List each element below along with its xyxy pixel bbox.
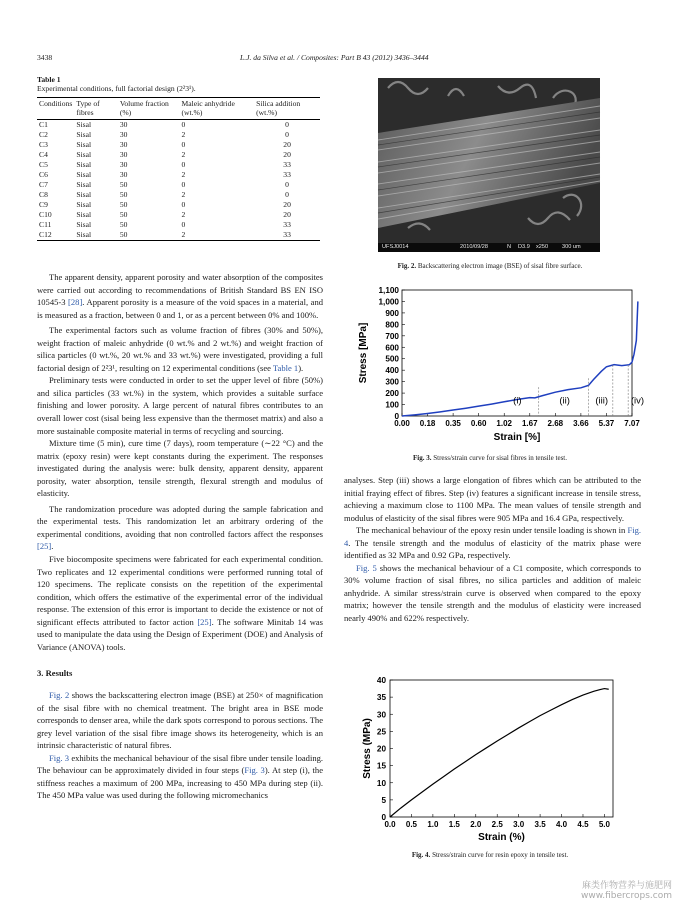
- figure-link[interactable]: Fig. 2: [49, 689, 70, 700]
- y-tick-label: 500: [385, 354, 399, 364]
- table-row: [37, 140, 320, 150]
- paragraph: The randomization procedure was adopted during the sample fabrication and the experimental tests. This randomization let an arbitrary ordering of the experimental conditions, avoiding that non controlled factors affect the responses [25].: [37, 503, 323, 552]
- y-tick-label: 5: [381, 795, 386, 805]
- table-cell: 0: [181, 200, 186, 210]
- table-cell: Sisal: [76, 230, 92, 240]
- table-cell: C12: [39, 230, 52, 240]
- paragraph: The apparent density, apparent porosity and water absorption of the composites were carried out according to recommendations of British Standard BS EN ISO 10545-3 [28]. Apparent porosity is a measure of the void spaces in a material, and is measured as a fraction, between 0 and 1, or as a percent between 0% and 100%.: [37, 272, 323, 320]
- table-cell: C2: [39, 130, 48, 140]
- x-tick-label: 7.07: [624, 419, 640, 428]
- x-tick-label: 1.67: [521, 419, 538, 428]
- y-tick-label: 300: [385, 377, 399, 387]
- sem-scale: 300 um: [562, 244, 581, 250]
- table-cell: 2: [181, 230, 186, 240]
- x-tick-label: 0.18: [419, 419, 436, 428]
- table-label: Table 1: [37, 75, 61, 84]
- sem-mag: x250: [536, 244, 549, 250]
- y-tick-label: 0: [381, 813, 386, 822]
- x-tick-label: 1.5: [448, 820, 460, 829]
- figure-link[interactable]: Fig. 3: [49, 752, 70, 763]
- right-column: [344, 474, 641, 625]
- sem-image-texture: [378, 78, 600, 243]
- step-label: (ii): [559, 395, 570, 407]
- y-tick-label: 25: [376, 727, 386, 737]
- y-tick-label: 40: [376, 676, 386, 685]
- table-cell: C3: [39, 140, 48, 150]
- table-cell: 2: [181, 170, 186, 180]
- section-heading: 3. Results: [37, 668, 73, 679]
- column-header: Maleic anhydride (wt.%): [181, 99, 235, 117]
- y-tick-label: 900: [385, 308, 399, 318]
- table-row: [37, 200, 320, 210]
- table-cell: 2: [181, 190, 186, 200]
- x-tick-label: 0.60: [470, 419, 487, 428]
- table-cell: 33: [283, 230, 291, 240]
- fig4-chart: [358, 672, 628, 842]
- table-cell: C5: [39, 160, 48, 170]
- x-tick-label: 4.0: [555, 820, 568, 829]
- paragraph: Fig. 3 exhibits the mechanical behaviour of the sisal fibre under tensile loading. The behaviour can be approximately divided in four steps (Fig. 3). At step (i), the stiffness reaches a maximum of 200 MPa, increasing to 450 MPa during step (ii). The 450 MPa value was used during the following micromechanics: [37, 752, 323, 801]
- table-link[interactable]: Table 1: [272, 362, 299, 373]
- fig2-caption: Fig. 2. Backscattering electron image (BSE) of sisal fibre surface.: [397, 262, 583, 270]
- table-cell: 0: [181, 160, 186, 170]
- running-header: L.J. da Silva et al. / Composites: Part B 43 (2012) 3436–3444: [240, 53, 429, 62]
- table-cell: 33: [283, 220, 291, 230]
- table-cell: Sisal: [76, 130, 92, 140]
- x-tick-label: 1.02: [496, 419, 513, 428]
- table-cell: C9: [39, 200, 48, 210]
- table-cell: 50: [119, 180, 128, 190]
- table-cell: 30: [119, 140, 128, 150]
- x-tick-label: 3.66: [573, 419, 589, 428]
- x-tick-label: 3.0: [513, 820, 525, 829]
- paragraph: The mechanical behaviour of the epoxy resin under tensile loading is shown in Fig. 4. The tensile strength and the modulus of elasticity of the matrix phase were identified as 32 MPa and 0.92 GPa, respectively.: [344, 525, 641, 561]
- step-label: (i): [513, 395, 522, 407]
- paragraph: analyses. Step (iii) shows a large elongation of fibres which can be attributed to the initial fraying effect of fibres. Step (iv) features a significant increase in tensile stress, achieving a maximum close to 1100 MPa. The mean values of tensile strength and modulus of elasticity of the sisal fibres were 905 MPa and 16.4 GPa, respectively.: [344, 475, 641, 523]
- table-cell: C11: [39, 220, 52, 230]
- citation-link[interactable]: [28]: [68, 297, 83, 308]
- table-cell: Sisal: [76, 120, 92, 130]
- y-tick-label: 35: [376, 693, 386, 703]
- fig4-caption: Fig. 4. Stress/strain curve for resin epoxy in tensile test.: [411, 851, 569, 859]
- plot-frame: [390, 680, 613, 817]
- table-cell: 0: [285, 130, 289, 140]
- figure-link[interactable]: Fig. 5: [356, 562, 377, 573]
- table-cell: 20: [283, 210, 291, 220]
- x-axis-label: Strain [%]: [493, 432, 541, 443]
- x-tick-label: 2.5: [491, 820, 503, 829]
- table-cell: Sisal: [76, 140, 92, 150]
- figure-link[interactable]: Fig. 4: [344, 525, 641, 548]
- citation-link[interactable]: [25]: [37, 541, 52, 552]
- table-cell: 50: [119, 230, 128, 240]
- x-tick-label: 1.0: [427, 820, 439, 829]
- page-number: 3438: [37, 53, 53, 62]
- table-cell: 0: [285, 180, 289, 190]
- table-row: [37, 150, 320, 160]
- left-column: [37, 271, 323, 802]
- paragraph: Fig. 2 shows the backscattering electron image (BSE) at 250× of magnification of the sisal fibre with no chemical treatment. The bright area in BSE mode corresponds to denser area, while the dark spots correspond to porous sections. The grey level variation of the sisal fibre image shows its heterogeneity, which is an intrinsic characteristic of natural fibres.: [37, 689, 323, 751]
- table-row: [37, 170, 320, 180]
- x-tick-label: 0.00: [394, 419, 410, 428]
- table-cell: Sisal: [76, 150, 92, 160]
- x-tick-label: 3.5: [534, 820, 546, 829]
- table-cell: Sisal: [76, 160, 92, 170]
- table-cell: 2: [181, 150, 186, 160]
- table-cell: Sisal: [76, 180, 92, 190]
- table-cell: C10: [39, 210, 52, 220]
- y-axis-label: Stress [MPa]: [358, 322, 369, 384]
- table-cell: 50: [119, 200, 128, 210]
- table-row: [37, 190, 320, 200]
- sem-databar: [378, 243, 600, 252]
- table-cell: Sisal: [76, 210, 92, 220]
- table-cell: 0: [285, 190, 289, 200]
- fig3-caption: Fig. 3. Stress/strain curve for sisal fibres in tensile test.: [413, 454, 567, 462]
- x-axis-label: Strain (%): [478, 832, 525, 843]
- y-tick-label: 15: [376, 761, 386, 771]
- column-header: Volume fraction (%): [119, 99, 169, 117]
- step-label: (iv): [630, 395, 645, 407]
- watermark: 麻类作物营养与施肥网 www.fibercrops.com: [581, 881, 672, 901]
- table-cell: 0: [181, 140, 186, 150]
- x-tick-label: 5.37: [598, 419, 615, 428]
- table-row: [37, 220, 320, 230]
- y-tick-label: 20: [376, 744, 386, 754]
- table-cell: Sisal: [76, 200, 92, 210]
- y-tick-label: 100: [385, 400, 399, 410]
- step-label: (iii): [595, 395, 609, 407]
- sem-mode: N: [507, 244, 512, 250]
- column-header: Silica addition (wt.%): [256, 99, 301, 117]
- y-tick-label: 1,100: [378, 286, 399, 295]
- table-row: [37, 160, 320, 170]
- x-tick-label: 0.35: [445, 419, 461, 428]
- y-tick-label: 400: [385, 366, 399, 376]
- x-tick-label: 0.0: [384, 820, 396, 829]
- table-cell: C7: [39, 180, 48, 190]
- table-cell: Sisal: [76, 220, 92, 230]
- fig3-chart: [350, 282, 645, 452]
- y-tick-label: 200: [385, 389, 399, 399]
- table-cell: C4: [39, 150, 48, 160]
- x-tick-label: 2.68: [547, 419, 564, 428]
- table-cell: 2: [181, 130, 186, 140]
- stress-strain-line: [390, 689, 609, 817]
- table-cell: 0: [181, 180, 186, 190]
- table-cell: 30: [119, 130, 128, 140]
- table-cell: 30: [119, 120, 128, 130]
- column-header: Type of fibres: [76, 99, 100, 117]
- y-tick-label: 600: [385, 343, 399, 353]
- table-cell: 50: [119, 220, 128, 230]
- table-cell: 0: [181, 120, 186, 130]
- paragraph: Mixture time (5 min), cure time (7 days), room temperature (∼22 °C) and the matrix (epoxy resin) were kept constants during the experiment. The responses investigated during the analysis were: bulk density, apparent density, apparent porosity, water absorption, tensile strength, flexural strength and modulus of elasticity.: [37, 438, 323, 499]
- sem-wd: D3.9: [518, 244, 530, 250]
- paragraph: Five biocomposite specimens were fabricated for each experimental condition. Two replicates and 12 experimental conditions were performed running total of 120 specimens. The replicate consists on the repetition of the experimental condition, which offers the estimative of the experimental error of the individual response. The extension of this error is important to decide the existence or not of significant effects attributed to factor action [25]. The software Minitab 14 was used to manipulate the data using the Design of Experiment (DOE) and Analysis of Variance (ANOVA) tools.: [37, 554, 323, 652]
- y-axis-label: Stress (MPa): [362, 718, 373, 779]
- table-cell: 30: [119, 160, 128, 170]
- table-cell: 20: [283, 200, 291, 210]
- table-cell: 20: [283, 150, 291, 160]
- paragraph: Preliminary tests were conducted in order to set the upper level of fibre (50%) and silica particles (33 wt.%) in the system, which provides a suitable surface finishing and lower porosity. A large percent of natural fibres contributes to an overall lower cost (sisal being less expensive than the thermoset matrix) and also a more sustainable composite material in terms of recycling and sourcing.: [37, 375, 323, 436]
- table-caption: Experimental conditions, full factorial design (2²3¹).: [37, 84, 196, 93]
- table-cell: 0: [181, 220, 186, 230]
- y-tick-label: 800: [385, 320, 399, 330]
- y-tick-label: 1,000: [378, 297, 399, 307]
- x-tick-label: 0.5: [405, 820, 418, 829]
- paragraph: Fig. 5 shows the mechanical behaviour of a C1 composite, which corresponds to 30% volume fraction of sisal fibres, no silica particles and addition of maleic anhydride. A similar stress/strain curve is observed when compared to the epoxy matrix; however the tensile strength and the modulus of elasticity were increased nearly 490% and 622% respectively.: [344, 562, 641, 624]
- table-header-row: [37, 98, 320, 120]
- table-cell: 30: [119, 150, 128, 160]
- x-tick-label: 5.0: [598, 820, 610, 829]
- table-cell: 50: [119, 190, 128, 200]
- table-row: [37, 210, 320, 220]
- table-row: [37, 120, 320, 131]
- table-1: [37, 75, 322, 241]
- figure-link[interactable]: Fig. 3: [244, 765, 265, 776]
- table-cell: 50: [119, 210, 128, 220]
- column-header: Conditions: [39, 99, 73, 108]
- conditions-table: [37, 97, 320, 241]
- table-cell: Sisal: [76, 190, 92, 200]
- y-tick-label: 10: [376, 778, 386, 788]
- table-cell: C1: [39, 120, 48, 130]
- table-cell: 2: [181, 210, 186, 220]
- sem-image: [378, 78, 600, 252]
- table-row: [37, 130, 320, 140]
- sem-date: 2010/09/28: [460, 244, 488, 250]
- table-cell: 0: [285, 120, 289, 130]
- y-tick-label: 30: [376, 710, 386, 720]
- table-cell: 33: [283, 160, 291, 170]
- x-tick-label: 4.5: [577, 820, 589, 829]
- y-tick-label: 0: [394, 412, 399, 421]
- table-cell: Sisal: [76, 170, 92, 180]
- table-cell: C6: [39, 170, 48, 180]
- y-tick-label: 700: [385, 331, 399, 341]
- table-row: [37, 180, 320, 190]
- paragraph: The experimental factors such as volume fraction of fibres (30% and 50%), weight fraction of maleic anhydride (0 wt.% and 2 wt.%) and weight fraction of silica particles (0 wt.%, 20 wt.% and 33 wt.%) were investigated, providing a full factorial design of 2²3¹, resulting on 12 experimental conditions (see Table 1).: [37, 325, 323, 373]
- table-cell: 33: [283, 170, 291, 180]
- table-cell: 30: [119, 170, 128, 180]
- table-row: [37, 230, 320, 241]
- table-cell: 20: [283, 140, 291, 150]
- x-tick-label: 2.0: [470, 820, 482, 829]
- table-cell: C8: [39, 190, 48, 200]
- sem-id: UFSJ0014: [382, 244, 409, 250]
- citation-link[interactable]: [25]: [197, 616, 212, 627]
